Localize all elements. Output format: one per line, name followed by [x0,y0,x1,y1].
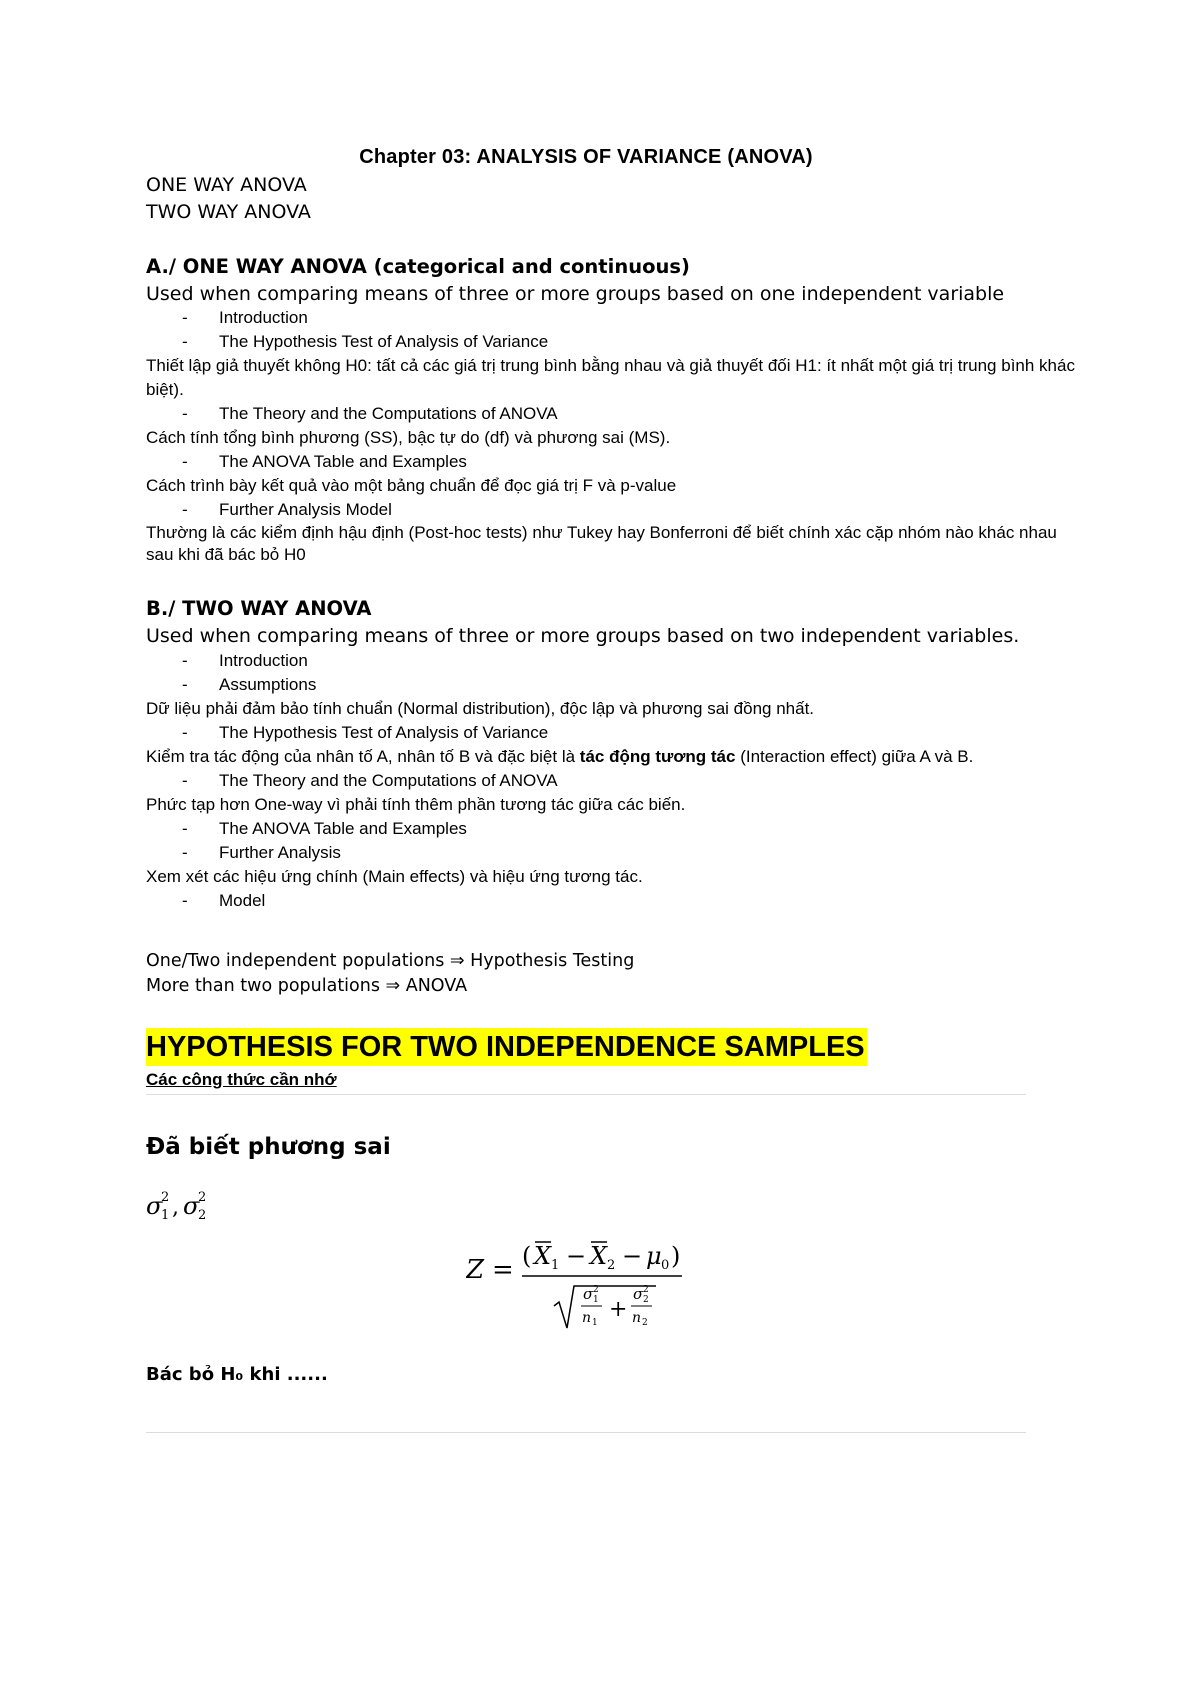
bullet-text: The Hypothesis Test of Analysis of Variance [219,723,549,742]
svg-text:1: 1 [593,1295,599,1305]
known-variance-heading: Đã biết phương sai [146,1134,391,1160]
bullet-text: Model [219,891,266,910]
list-item: - Assumptions [182,675,317,694]
svg-text:σ: σ [583,1285,594,1303]
list-item: - Introduction [182,651,308,670]
z-statistic-formula [466,1236,726,1336]
bullet-text: The Theory and the Computations of ANOVA [219,771,558,790]
highlighted-heading: HYPOTHESIS FOR TWO INDEPENDENCE SAMPLES [146,1028,867,1066]
bullet-text: The ANOVA Table and Examples [219,452,467,471]
svg-text:Z: Z [466,1255,485,1285]
note-text: Cách trình bày kết quả vào một bảng chuẩn để đọc giá trị F và p-value [146,476,677,495]
svg-text:−: − [622,1242,643,1270]
svg-text:n: n [632,1310,642,1326]
svg-text:2: 2 [161,1190,170,1205]
list-item: - The ANOVA Table and Examples [182,819,467,838]
chapter-title: Chapter 03: ANALYSIS OF VARIANCE (ANOVA) [359,146,813,168]
note-text: Kiểm tra tác động của nhân tố A, nhân tố B và đặc biệt là tác động tương tác (Interaction effect) giữa A và B. [146,747,974,766]
list-item: - The ANOVA Table and Examples [182,452,467,471]
sigma-symbols [146,1184,226,1224]
note-text: Xem xét các hiệu ứng chính (Main effects) và hiệu ứng tương tác. [146,867,643,886]
section-a-heading: A./ ONE WAY ANOVA (categorical and continuous) [146,255,690,278]
svg-text:2: 2 [643,1285,649,1295]
svg-text:2: 2 [643,1295,649,1305]
svg-text:−: − [566,1242,587,1270]
list-item: - The Hypothesis Test of Analysis of Variance [182,332,549,351]
toc-item-one-way: ONE WAY ANOVA [146,174,307,196]
svg-text:1: 1 [551,1258,560,1273]
svg-text:2: 2 [198,1208,207,1223]
list-item: - The Theory and the Computations of ANOVA [182,771,558,790]
bullet-text: The Theory and the Computations of ANOVA [219,404,558,423]
list-item: - The Hypothesis Test of Analysis of Variance [182,723,549,742]
svg-text:μ: μ [646,1242,662,1270]
svg-text:1: 1 [592,1318,598,1328]
svg-text:+: + [609,1297,628,1322]
section-b-description: Used when comparing means of three or more groups based on two independent variables. [146,625,1020,647]
svg-text:,: , [172,1195,179,1220]
summary-line: More than two populations ⇒ ANOVA [146,976,468,996]
svg-text:=: = [492,1255,514,1285]
svg-text:σ: σ [633,1285,644,1303]
note-text: Thường là các kiểm định hậu định (Post-hoc tests) như Tukey hay Bonferroni để biết chính xác cặp nhóm nào khác nhau sau khi đã bác bỏ H0 [146,523,1057,564]
bullet-text: Introduction [219,651,308,670]
divider [146,1432,1026,1433]
reject-h0-text: Bác bỏ H₀ khi ...... [146,1364,328,1385]
svg-text:1: 1 [161,1208,170,1223]
bullet-text: Further Analysis Model [219,500,392,519]
note-text: Cách tính tổng bình phương (SS), bậc tự do (df) và phương sai (MS). [146,428,671,447]
svg-text:2: 2 [198,1190,207,1205]
bullet-text: The Hypothesis Test of Analysis of Variance [219,332,549,351]
list-item: - The Theory and the Computations of ANOVA [182,404,558,423]
bullet-text: The ANOVA Table and Examples [219,819,467,838]
svg-text:2: 2 [642,1318,648,1328]
list-item: - Further Analysis Model [182,500,392,519]
bullet-text: Assumptions [219,675,317,694]
list-item: - Further Analysis [182,843,341,862]
svg-text:0: 0 [661,1258,670,1273]
divider [146,1094,1026,1095]
note-text: Phức tạp hơn One-way vì phải tính thêm phần tương tác giữa các biến. [146,795,686,814]
svg-text:σ: σ [146,1192,163,1220]
svg-text:2: 2 [593,1285,599,1295]
list-item: - Introduction [182,308,308,327]
svg-text:σ: σ [183,1192,200,1220]
toc-item-two-way: TWO WAY ANOVA [146,201,311,223]
note-text: Dữ liệu phải đảm bảo tính chuẩn (Normal distribution), độc lập và phương sai đồng nhất. [146,699,815,718]
summary-line: One/Two independent populations ⇒ Hypothesis Testing [146,951,635,971]
formulas-subheading: Các công thức cần nhớ [146,1070,337,1089]
svg-text:n: n [582,1310,592,1326]
section-b-heading: B./ TWO WAY ANOVA [146,597,372,620]
svg-text:): ) [671,1242,681,1270]
svg-text:X: X [590,1242,608,1270]
svg-text:(: ( [522,1242,532,1270]
bullet-text: Introduction [219,308,308,327]
note-text: Thiết lập giả thuyết không H0: tất cả các giá trị trung bình bằng nhau và giả thuyết đối H1: ít nhất một giá trị trung bình khác biệt). [146,356,1075,399]
section-a-description: Used when comparing means of three or more groups based on one independent variable [146,283,1005,305]
svg-text:2: 2 [607,1258,616,1273]
svg-text:X: X [534,1242,552,1270]
list-item: - Model [182,891,266,910]
emphasis-text: tác động tương tác [579,747,736,766]
bullet-text: Further Analysis [219,843,341,862]
